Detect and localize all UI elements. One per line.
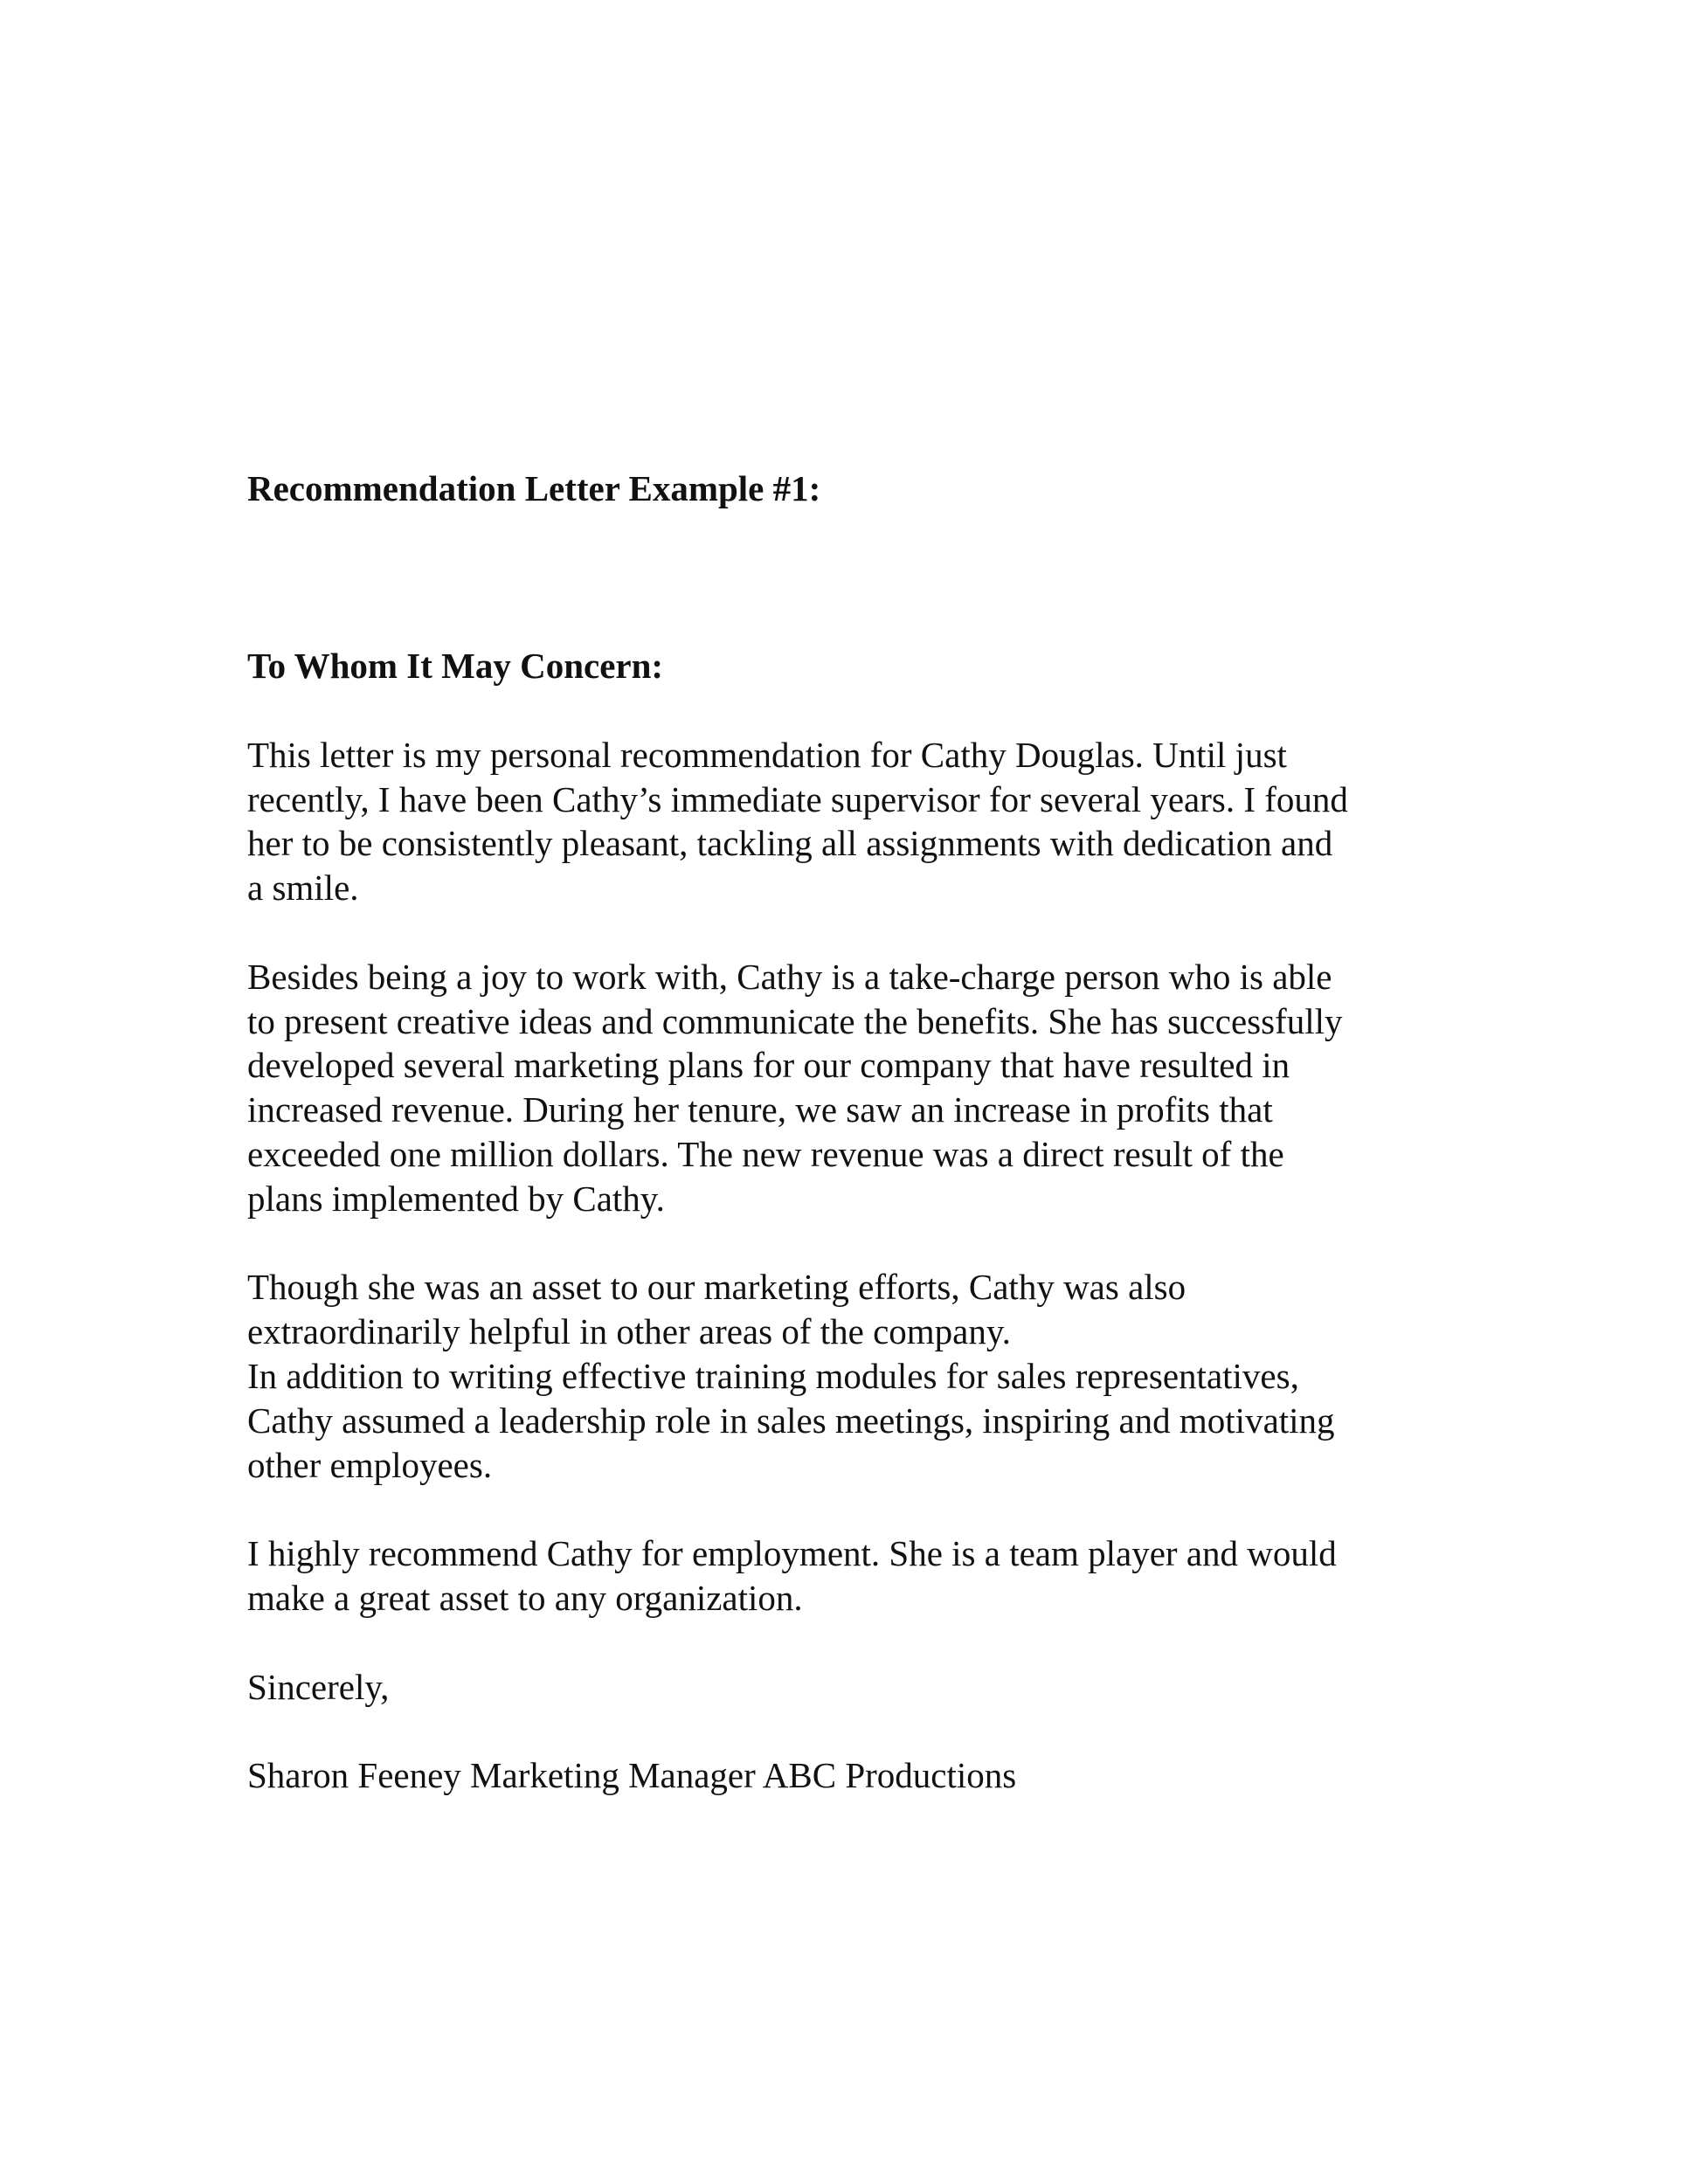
paragraph-1	[247, 733, 1348, 910]
paragraph-4	[247, 1531, 1348, 1621]
paragraph-line: exceeded one million dollars. The new revenue was a direct result of the	[247, 1133, 1284, 1174]
paragraph-line: make a great asset to any organization.	[247, 1577, 803, 1618]
paragraph-line: a smile.	[247, 867, 359, 909]
paragraph-line: In addition to writing effective training modules for sales representatives,	[247, 1355, 1299, 1396]
signature: Sharon Feeney Marketing Manager ABC Productions	[247, 1755, 1017, 1796]
paragraph-line: Besides being a joy to work with, Cathy is a take-charge person who is able	[247, 956, 1332, 997]
salutation: To Whom It May Concern:	[247, 646, 664, 687]
paragraph-line: other employees.	[247, 1444, 493, 1485]
paragraph-line: This letter is my personal recommendation for Cathy Douglas. Until just	[247, 734, 1287, 775]
letter-title: Recommendation Letter Example #1:	[247, 468, 821, 508]
paragraph-3	[247, 1265, 1348, 1487]
paragraph-line: Though she was an asset to our marketing efforts, Cathy was also	[247, 1267, 1186, 1308]
paragraph-line: her to be consistently pleasant, tackling all assignments with dedication and	[247, 823, 1333, 864]
paragraph-2	[247, 955, 1348, 1221]
closing: Sincerely,	[247, 1666, 390, 1707]
paragraph-line: plans implemented by Cathy.	[247, 1178, 665, 1219]
paragraph-line: recently, I have been Cathy’s immediate supervisor for several years. I found	[247, 778, 1348, 819]
paragraph-line: I highly recommend Cathy for employment. She is a team player and would	[247, 1533, 1337, 1574]
letter	[247, 467, 1348, 1798]
paragraph-line: to present creative ideas and communicate the benefits. She has successfully	[247, 1000, 1343, 1041]
paragraph-line: developed several marketing plans for our company that have resulted in	[247, 1045, 1290, 1086]
paragraph-line: increased revenue. During her tenure, we saw an increase in profits that	[247, 1089, 1273, 1130]
paragraph-line: Cathy assumed a leadership role in sales meetings, inspiring and motivating	[247, 1400, 1335, 1441]
paragraph-line: extraordinarily helpful in other areas of the company.	[247, 1311, 1011, 1352]
